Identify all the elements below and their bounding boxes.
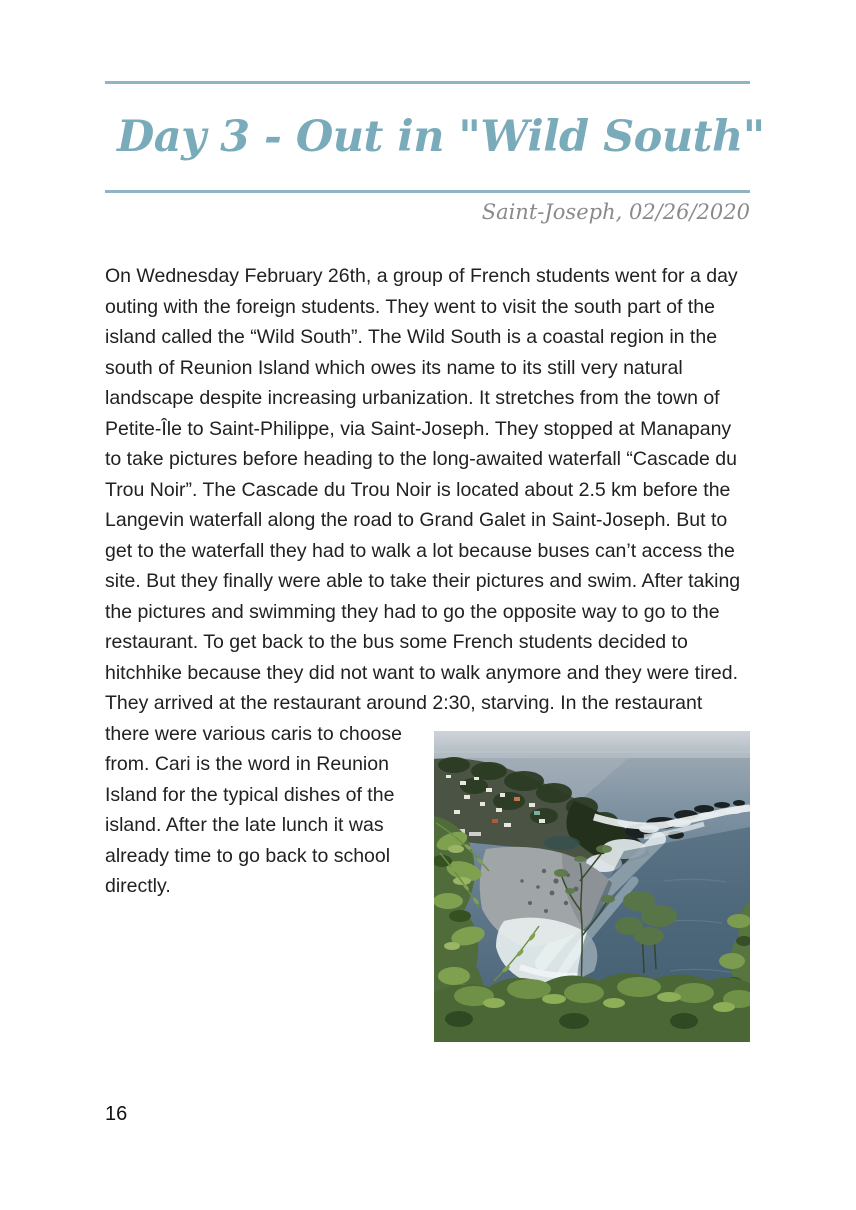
coast-photo-illustration xyxy=(434,731,750,1042)
dateline: Saint-Joseph, 02/26/2020 xyxy=(481,200,750,224)
article-paragraph xyxy=(105,261,750,902)
content-column xyxy=(105,0,765,1050)
page-title: Day 3 - Out in "Wild South" xyxy=(117,112,765,162)
article-text-after-photo: restaurant there were various caris to choose from. Cari is the word in Reunion Island for the typical dishes of the island. After the late lunch it was already time to go back to school directly. xyxy=(105,692,703,897)
page-number: 16 xyxy=(105,1103,128,1125)
article-text-before-photo: On Wednesday February 26th, a group of French students went for a day outing with the foreign students. They went to visit the south part of the island called the “Wild South”. The Wild South is a coastal region in the south of Reunion Island which owes its name to its still very natural landscape despite increasing urbanization. It stretches from the town of Petite-Île to Saint-Philippe, via Saint-Joseph. They stopped at Manapany to take pictures before heading to the long-awaited waterfall “Cascade du Trou Noir”. The Cascade du Trou Noir is located about 2.5 km before the Langevin waterfall along the road to Grand Galet in Saint-Joseph. But to get to the waterfall they had to walk a lot because buses can’t access the site. But they finally were able to take their pictures and swim. After taking the pictures and swimming they had to go the opposite way to go to the restaurant. To get back to the bus some French students decided to hitchhike because they did not want to walk anymore and they were tired. They arrived at the restaurant around 2:30, starving. In the xyxy=(105,265,741,714)
coast-photo xyxy=(434,731,750,1042)
title-rule-bottom xyxy=(105,190,750,193)
